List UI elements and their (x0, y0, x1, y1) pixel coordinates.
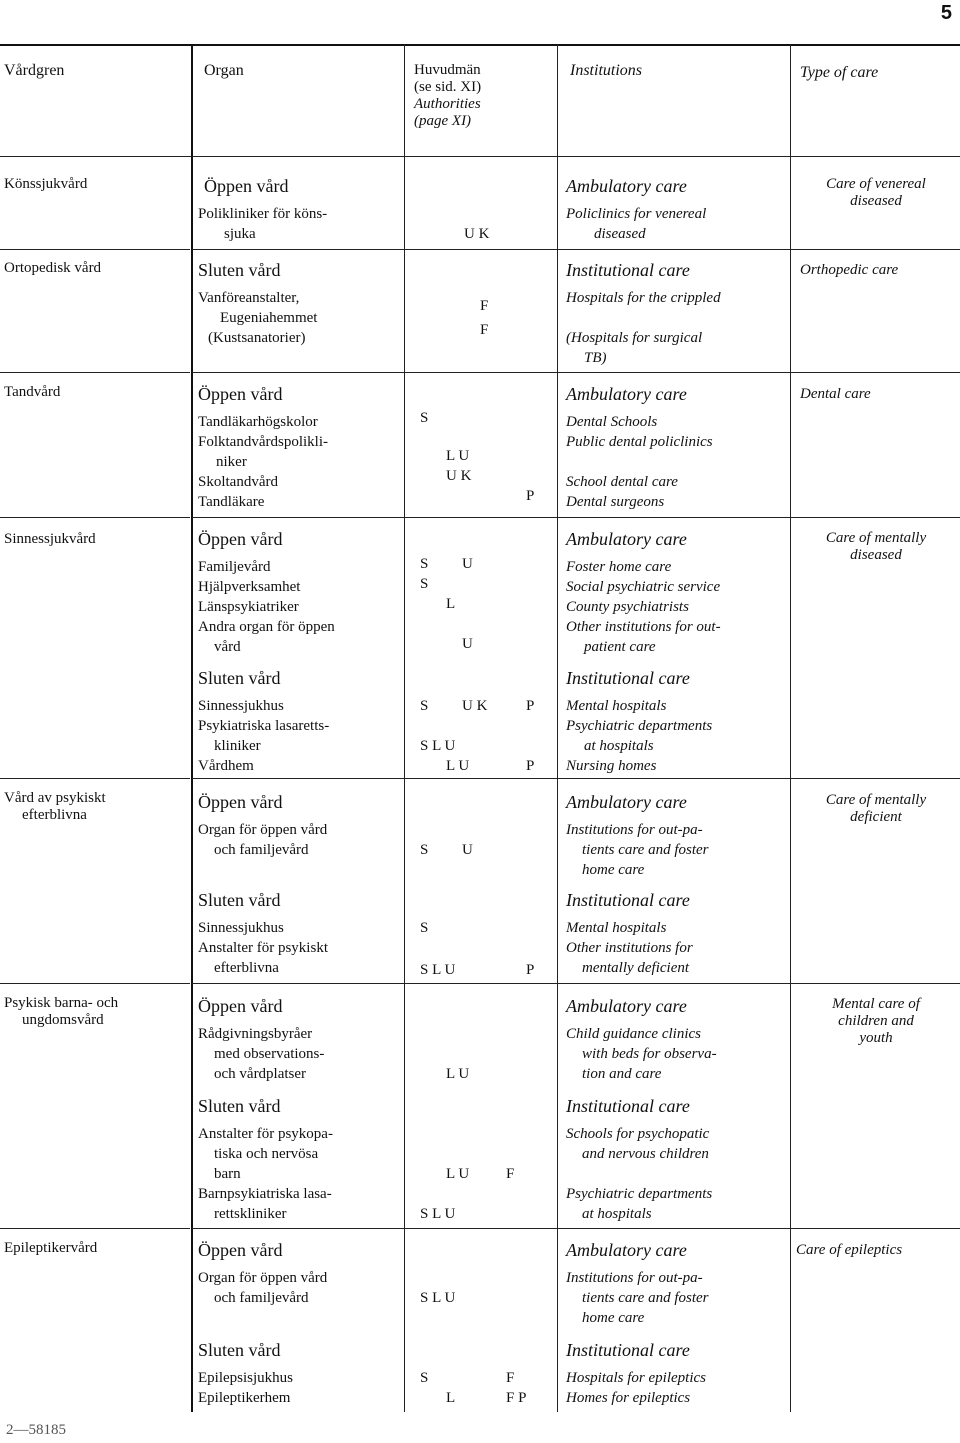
type-of-care-4 (796, 530, 956, 564)
authority-29: S (420, 1370, 429, 1386)
vardgren-5 (4, 790, 106, 824)
organ-line-26: Organ för öppen vård (198, 822, 328, 838)
authority-1: U K (464, 226, 490, 242)
organ-line-43: Organ för öppen vård (198, 1270, 328, 1286)
institution-line-33: Child guidance clinics (566, 1026, 701, 1042)
type-of-care-3: Dental care (800, 386, 871, 402)
institution-line-21: Psychiatric departments (566, 718, 713, 734)
organ-line-1: Öppen vård (204, 176, 289, 196)
institution-line-12: Dental surgeons (566, 494, 665, 510)
organ-line-46: Epilepsisjukhus (198, 1370, 294, 1386)
organ-line-27: och familjevård (214, 842, 309, 858)
vardgren-4: Sinnessjukvård (4, 531, 96, 547)
institution-line-43: tients care and foster (582, 1290, 709, 1306)
institution-line-3: diseased (594, 226, 646, 242)
institution-line-25: Institutions for out-pa- (566, 822, 703, 838)
organ-line-3: sjuka (224, 226, 256, 242)
vardgren-5-line1: Vård av psykiskt (4, 790, 106, 806)
organ-line-9: Tandläkarhögskolor (198, 414, 318, 430)
row-sep (0, 249, 190, 250)
institution-line-35: tion and care (582, 1066, 662, 1082)
vardgren-3: Tandvård (4, 384, 61, 400)
institution-line-31: mentally deficient (582, 960, 690, 976)
institution-line-29: Mental hospitals (566, 920, 667, 936)
row-sep (0, 372, 190, 373)
organ-line-25: Öppen vård (198, 792, 283, 812)
type-6-line2: children and (838, 1013, 914, 1029)
organ-line-18: Andra organ för öppen (198, 619, 335, 635)
organ-line-12: Skoltandvård (198, 474, 278, 490)
vardgren-2: Ortopedisk vård (4, 260, 102, 276)
organ-line-29: Sinnessjukhus (198, 920, 284, 936)
institution-line-28: Institutional care (566, 890, 690, 910)
header-vardgren: Vårdgren (4, 62, 65, 79)
row-sep (0, 1228, 190, 1229)
organ-line-16: Hjälpverksamhet (198, 579, 301, 595)
header-type-of-care: Type of care (800, 64, 879, 81)
institution-line-23: Nursing homes (566, 758, 657, 774)
row-sep (192, 249, 960, 250)
authority-5: L U (446, 448, 470, 464)
authority-15: P (526, 698, 535, 714)
authority-14: U K (462, 698, 488, 714)
institution-line-9: Dental Schools (566, 414, 658, 430)
institution-line-5: Hospitals for the crippled (566, 290, 721, 306)
row-sep (0, 983, 190, 984)
institution-line-10: Public dental policlinics (566, 434, 713, 450)
type-4-line1: Care of mentally (825, 530, 927, 546)
institution-line-22: at hospitals (584, 738, 654, 754)
row-sep (0, 778, 190, 779)
authority-6: U K (446, 468, 472, 484)
organ-line-31: efterblivna (214, 960, 279, 976)
header-organ: Organ (204, 62, 244, 79)
organ-line-42: Öppen vård (198, 1240, 283, 1260)
authority-12: U (462, 636, 473, 652)
institution-line-16: County psychiatrists (566, 599, 689, 615)
organ-line-36: Sluten vård (198, 1096, 281, 1116)
header-institutions: Institutions (570, 62, 643, 79)
authority-23: P (526, 962, 535, 978)
institution-line-30: Other institutions for (566, 940, 693, 956)
organ-line-35: och vårdplatser (214, 1066, 307, 1082)
row-sep (192, 1228, 960, 1229)
organ-line-17: Länspsykiatriker (198, 599, 299, 615)
authority-20: U (462, 842, 473, 858)
institution-line-36: Institutional care (566, 1096, 690, 1116)
institution-line-13: Ambulatory care (566, 529, 687, 549)
header-huvudman-line1: Huvudmän (414, 62, 481, 78)
authority-26: F (506, 1166, 515, 1182)
authority-22: S L U (420, 962, 456, 978)
row-sep (192, 778, 960, 779)
authority-31: L (446, 1390, 456, 1406)
organ-line-4: Sluten vård (198, 260, 281, 280)
organ-line-40: Barnpsykiatriska lasa- (198, 1186, 332, 1202)
type-of-care-1 (796, 176, 956, 210)
organ-line-37: Anstalter för psykopa- (198, 1126, 333, 1142)
organ-line-7: (Kustsanatorier) (208, 330, 306, 346)
vardgren-6-line1: Psykisk barna- och (4, 995, 119, 1011)
type-5-line1: Care of mentally (825, 792, 927, 808)
authority-21: S (420, 920, 429, 936)
type-5-line2: deficient (850, 809, 902, 825)
institution-line-47: Homes for epileptics (566, 1390, 691, 1406)
institution-line-24: Ambulatory care (566, 792, 687, 812)
institution-line-14: Foster home care (566, 559, 672, 575)
institution-line-46: Hospitals for epileptics (566, 1370, 706, 1386)
row-sep (192, 983, 960, 984)
authority-2: F (480, 298, 489, 314)
institution-line-45: Institutional care (566, 1340, 690, 1360)
vardgren-6 (4, 995, 118, 1029)
organ-line-39: barn (214, 1166, 241, 1182)
vardgren-5-line2: efterblivna (22, 807, 87, 823)
header-huvudman (414, 62, 481, 130)
organ-line-38: tiska och nervösa (214, 1146, 319, 1162)
type-of-care-6 (796, 996, 956, 1047)
organ-line-2: Polikliniker för köns- (198, 206, 328, 222)
header-huvudman-line3: Authorities (414, 96, 481, 112)
authority-7: P (526, 488, 535, 504)
type-of-care-5 (796, 792, 956, 826)
organ-line-20: Sluten vård (198, 668, 281, 688)
organ-line-32: Öppen vård (198, 996, 283, 1016)
vardgren-7: Epileptikervård (4, 1240, 98, 1256)
authority-32: F P (506, 1390, 527, 1406)
organ-line-28: Sluten vård (198, 890, 281, 910)
authority-27: S L U (420, 1206, 456, 1222)
organ-line-5: Vanföreanstalter, (198, 290, 300, 306)
organ-line-24: Vårdhem (198, 758, 254, 774)
institution-line-41: Ambulatory care (566, 1240, 687, 1260)
authority-19: S (420, 842, 429, 858)
footer-note: 2—58185 (6, 1422, 66, 1438)
organ-line-13: Tandläkare (198, 494, 265, 510)
authority-18: P (526, 758, 535, 774)
institution-line-38: and nervous children (582, 1146, 709, 1162)
table-top-border (0, 44, 960, 46)
institution-line-27: home care (582, 862, 645, 878)
organ-line-19: vård (214, 639, 241, 655)
organ-line-23: kliniker (214, 738, 261, 754)
authority-13: S (420, 698, 429, 714)
header-huvudman-line2: (se sid. XI) (414, 79, 482, 95)
authority-3: F (480, 322, 489, 338)
authority-16: S L U (420, 738, 456, 754)
type-1-line1: Care of venereal (826, 176, 926, 192)
organ-line-34: med observations- (214, 1046, 325, 1062)
row-sep (0, 517, 190, 518)
organ-line-6: Eugeniahemmet (220, 310, 318, 326)
institution-line-42: Institutions for out-pa- (566, 1270, 703, 1286)
authority-24: L U (446, 1066, 470, 1082)
institution-line-19: Institutional care (566, 668, 690, 688)
institution-line-44: home care (582, 1310, 645, 1326)
institution-line-17: Other institutions for out- (566, 619, 721, 635)
institution-line-20: Mental hospitals (566, 698, 667, 714)
institution-line-6: (Hospitals for surgical (566, 330, 703, 346)
authority-25: L U (446, 1166, 470, 1182)
institution-line-32: Ambulatory care (566, 996, 687, 1016)
institution-line-26: tients care and foster (582, 842, 709, 858)
authority-4: S (420, 410, 429, 426)
authority-9: U (462, 556, 473, 572)
organ-line-10: Folktandvårdspolikli- (198, 434, 328, 450)
institution-line-8: Ambulatory care (566, 384, 687, 404)
organ-line-45: Sluten vård (198, 1340, 281, 1360)
organ-line-33: Rådgivningsbyråer (198, 1026, 313, 1042)
type-of-care-2: Orthopedic care (800, 262, 899, 278)
organ-line-47: Epileptikerhem (198, 1390, 291, 1406)
type-4-line2: diseased (850, 547, 902, 563)
type-of-care-7: Care of epileptics (796, 1242, 903, 1258)
organ-line-15: Familjevård (198, 559, 271, 575)
header-bottom-border (0, 156, 960, 157)
institution-line-7: TB) (584, 350, 607, 366)
institution-line-4: Institutional care (566, 260, 690, 280)
page-number: 5 (940, 2, 952, 24)
organ-line-8: Öppen vård (198, 384, 283, 404)
institution-line-39: Psychiatric departments (566, 1186, 713, 1202)
type-6-line1: Mental care of (832, 996, 920, 1012)
organ-line-21: Sinnessjukhus (198, 698, 284, 714)
type-6-line3: youth (859, 1030, 893, 1046)
organ-line-30: Anstalter för psykiskt (198, 940, 328, 956)
institution-line-34: with beds for observa- (582, 1046, 717, 1062)
institution-line-1: Ambulatory care (566, 176, 687, 196)
institution-line-37: Schools for psychopatic (566, 1126, 710, 1142)
vardgren-6-line2: ungdomsvård (22, 1012, 104, 1028)
authority-11: L (446, 596, 456, 612)
organ-line-44: och familjevård (214, 1290, 309, 1306)
header-huvudman-line4: (page XI) (414, 113, 472, 129)
organ-line-41: rettskliniker (214, 1206, 287, 1222)
authority-8: S (420, 556, 429, 572)
institution-line-11: School dental care (566, 474, 678, 490)
organ-line-11: niker (216, 454, 247, 470)
institution-line-40: at hospitals (582, 1206, 652, 1222)
vardgren-1: Könssjukvård (4, 176, 88, 192)
authority-17: L U (446, 758, 470, 774)
row-sep (192, 517, 960, 518)
authority-28: S L U (420, 1290, 456, 1306)
organ-line-22: Psykiatriska lasaretts- (198, 718, 330, 734)
authority-30: F (506, 1370, 515, 1386)
institution-line-2: Policlinics for venereal (566, 206, 707, 222)
authority-10: S (420, 576, 429, 592)
institution-line-15: Social psychiatric service (566, 579, 721, 595)
row-sep (192, 372, 960, 373)
organ-line-14: Öppen vård (198, 529, 283, 549)
type-1-line2: diseased (850, 193, 902, 209)
institution-line-18: patient care (584, 639, 656, 655)
